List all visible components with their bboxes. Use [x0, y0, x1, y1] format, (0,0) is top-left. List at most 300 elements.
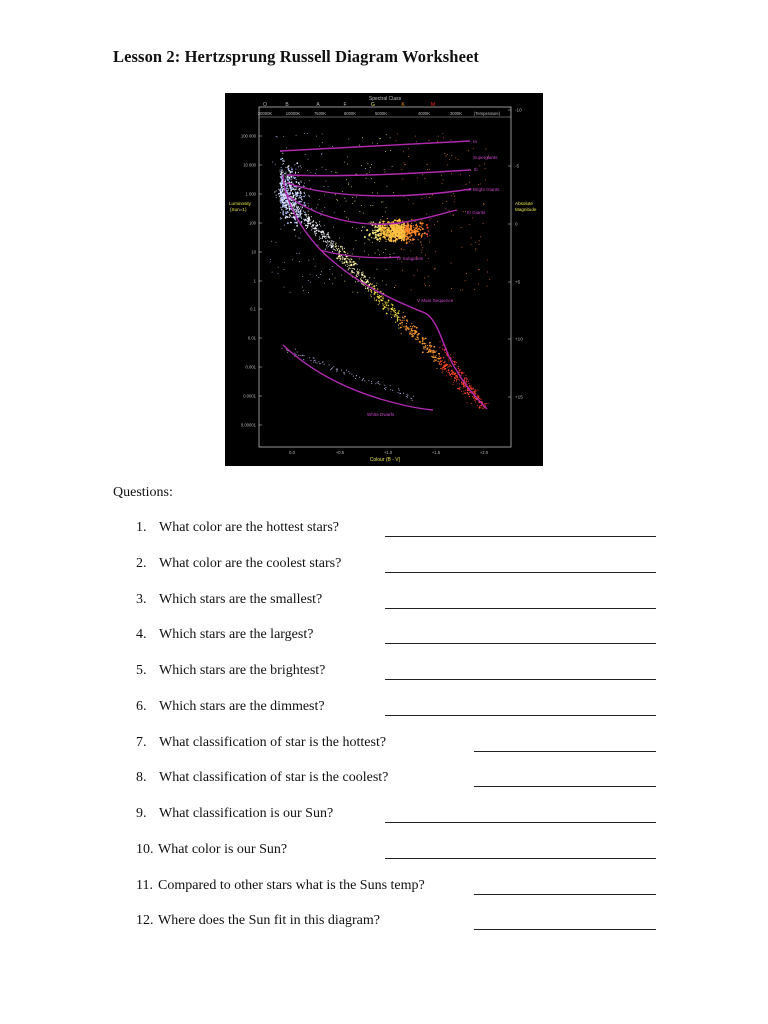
star-dot [471, 389, 472, 390]
star-dot [475, 398, 476, 399]
star-dot [352, 268, 353, 269]
star-dot [310, 274, 311, 275]
star-dot [433, 346, 435, 348]
star-dot [423, 346, 425, 348]
star-dot [291, 168, 293, 170]
star-dot [306, 216, 307, 217]
star-dot [364, 243, 365, 244]
star-dot [397, 229, 398, 230]
star-dot [463, 387, 464, 388]
star-dot [379, 138, 380, 139]
star-dot [391, 304, 392, 305]
star-dot [342, 257, 343, 258]
star-dot [339, 238, 340, 239]
star-dot [332, 146, 333, 147]
star-dot [434, 269, 435, 270]
star-dot [473, 398, 474, 399]
star-dot [285, 215, 286, 216]
star-dot [326, 242, 327, 243]
star-dot [283, 136, 284, 137]
star-dot [355, 263, 357, 265]
star-dot [344, 162, 345, 163]
star-dot [397, 220, 399, 222]
star-dot [456, 381, 457, 382]
star-dot [378, 304, 379, 305]
star-dot [295, 173, 296, 174]
star-dot [294, 217, 296, 219]
star-dot [286, 207, 287, 208]
star-dot [337, 369, 338, 370]
star-dot [460, 174, 461, 175]
star-dot [384, 301, 385, 302]
star-dot [359, 377, 360, 378]
question-number: 2. [136, 556, 147, 571]
star-dot [394, 253, 395, 254]
star-dot [392, 314, 393, 315]
answer-blank-line[interactable] [474, 894, 656, 895]
star-dot [392, 307, 393, 308]
star-dot [374, 278, 375, 279]
star-dot [314, 229, 315, 230]
star-dot [280, 212, 281, 213]
star-dot [318, 277, 319, 278]
star-dot [301, 198, 302, 199]
star-dot [459, 372, 460, 373]
star-dot [444, 362, 445, 363]
star-dot [300, 181, 301, 182]
star-dot [437, 141, 438, 142]
star-dot [427, 227, 428, 228]
star-dot [455, 364, 456, 365]
star-dot [295, 349, 296, 350]
star-dot [285, 204, 286, 205]
star-dot [368, 254, 369, 255]
star-dot [299, 238, 300, 239]
star-dot [313, 220, 314, 221]
star-dot [322, 235, 324, 237]
star-dot [462, 383, 463, 384]
star-dot [368, 282, 369, 283]
star-dot [331, 243, 332, 244]
star-dot [327, 243, 328, 244]
star-dot [484, 163, 485, 164]
star-dot [436, 357, 437, 358]
star-dot [356, 375, 357, 376]
star-dot [381, 296, 382, 297]
star-dot [283, 200, 284, 201]
star-dot [310, 222, 311, 223]
star-dot [471, 244, 472, 245]
star-dot [308, 159, 309, 160]
star-dot [402, 179, 403, 180]
star-dot [391, 236, 392, 237]
star-dot [431, 350, 432, 351]
star-dot [414, 332, 415, 333]
star-dot [300, 212, 301, 213]
star-dot [456, 379, 457, 380]
star-dot [422, 233, 423, 234]
star-dot [485, 180, 486, 181]
answer-blank-line[interactable] [385, 608, 656, 609]
star-dot [412, 243, 413, 244]
star-dot [391, 308, 393, 310]
star-dot [304, 193, 305, 194]
star-dot [461, 372, 462, 373]
question-number: 9. [136, 806, 147, 821]
star-dot [444, 369, 445, 370]
star-dot [326, 234, 327, 235]
star-dot [397, 224, 398, 225]
star-dot [452, 384, 453, 385]
star-dot [394, 219, 396, 221]
star-dot [405, 231, 406, 232]
star-dot [374, 232, 375, 233]
star-dot [298, 237, 299, 238]
star-dot [274, 191, 275, 192]
star-dot [299, 190, 300, 191]
star-dot [423, 343, 425, 345]
star-dot [372, 222, 373, 223]
star-dot [302, 355, 303, 356]
star-dot [292, 206, 293, 207]
star-dot [304, 202, 306, 204]
star-dot [314, 227, 316, 229]
star-dot [377, 382, 378, 383]
star-dot [289, 209, 290, 210]
star-dot [453, 361, 454, 362]
answer-blank-line[interactable] [385, 822, 656, 823]
star-dot [310, 282, 311, 283]
star-dot [312, 221, 313, 222]
star-dot [287, 352, 288, 353]
temperature-label: (Temperature) [473, 111, 501, 116]
star-dot [416, 327, 418, 329]
star-dot [285, 172, 286, 173]
star-dot [317, 363, 318, 364]
star-dot [412, 335, 414, 337]
star-dot [281, 172, 283, 174]
star-dot [378, 250, 379, 251]
star-dot [388, 302, 389, 303]
magnitude-tick-label: -10 [515, 107, 522, 113]
answer-blank-line[interactable] [385, 643, 656, 644]
star-dot [287, 208, 288, 209]
star-dot [404, 223, 405, 224]
star-dot [427, 348, 429, 350]
star-dot [309, 220, 310, 221]
star-dot [387, 218, 388, 219]
star-dot [439, 347, 440, 348]
colour-tick-label: +1.0 [383, 450, 393, 455]
star-dot [454, 378, 455, 379]
star-dot [403, 393, 404, 394]
star-dot [348, 371, 349, 372]
star-dot [343, 251, 345, 253]
star-dot [315, 266, 316, 267]
star-dot [383, 231, 385, 233]
star-dot [371, 284, 372, 285]
star-dot [378, 381, 379, 382]
star-dot [382, 298, 383, 299]
star-dot [352, 197, 353, 198]
star-dot [450, 365, 451, 366]
star-dot [376, 283, 377, 284]
star-dot [410, 326, 411, 327]
star-dot [430, 347, 431, 348]
star-dot [448, 360, 449, 361]
star-dot [296, 354, 297, 355]
star-dot [378, 226, 379, 227]
star-dot [311, 226, 312, 227]
star-dot [462, 393, 463, 394]
star-dot [446, 201, 447, 202]
star-dot [404, 164, 405, 165]
star-dot [303, 359, 304, 360]
star-dot [381, 299, 383, 301]
star-dot [300, 193, 302, 195]
star-dot [347, 266, 348, 267]
star-dot [406, 396, 407, 397]
star-dot [377, 269, 378, 270]
star-dot [441, 175, 442, 176]
star-dot [378, 300, 379, 301]
star-dot [451, 370, 453, 372]
star-dot [385, 211, 386, 212]
star-dot [413, 232, 414, 233]
star-dot [294, 222, 296, 224]
star-dot [408, 156, 409, 157]
star-dot [447, 164, 448, 165]
answer-blank-line[interactable] [474, 751, 656, 752]
star-dot [276, 197, 277, 198]
star-dot [306, 217, 307, 218]
star-dot [382, 216, 383, 217]
star-dot [298, 189, 299, 190]
star-dot [372, 192, 373, 193]
answer-blank-line[interactable] [474, 786, 656, 787]
star-dot [444, 349, 445, 350]
star-dot [294, 229, 296, 231]
star-dot [383, 308, 384, 309]
star-dot [345, 265, 346, 266]
star-dot [270, 259, 271, 260]
star-dot [326, 236, 327, 237]
star-dot [280, 194, 281, 195]
star-dot [373, 285, 375, 287]
star-dot [307, 133, 308, 134]
star-dot [391, 231, 392, 232]
star-dot [390, 239, 392, 241]
star-dot [303, 219, 304, 220]
star-dot [432, 195, 433, 196]
star-dot [447, 367, 448, 368]
star-dot [359, 269, 360, 270]
star-dot [349, 260, 350, 261]
star-dot [387, 233, 388, 234]
star-dot [315, 222, 316, 223]
star-dot [449, 374, 451, 376]
answer-blank-line[interactable] [474, 929, 656, 930]
star-dot [315, 360, 316, 361]
star-dot [444, 366, 445, 367]
star-dot [314, 231, 316, 233]
star-dot [338, 248, 339, 249]
star-dot [396, 235, 397, 236]
star-dot [487, 259, 488, 260]
star-dot [365, 288, 366, 289]
star-dot [401, 322, 403, 324]
star-dot [416, 339, 417, 340]
star-dot [348, 219, 349, 220]
star-dot [403, 249, 404, 250]
star-dot [281, 167, 282, 168]
star-dot [398, 328, 399, 329]
star-dot [413, 330, 414, 331]
answer-blank-line[interactable] [385, 536, 656, 537]
star-dot [446, 371, 447, 372]
star-dot [411, 232, 413, 234]
star-dot [375, 383, 376, 384]
star-dot [380, 234, 382, 236]
star-dot [278, 193, 279, 194]
star-dot [349, 262, 350, 263]
star-dot [385, 239, 386, 240]
star-dot [417, 177, 418, 178]
star-dot [372, 232, 373, 233]
star-dot [443, 179, 444, 180]
star-dot [382, 226, 384, 228]
star-dot [440, 361, 441, 362]
star-dot [406, 226, 407, 227]
star-dot [386, 313, 388, 315]
star-dot [336, 257, 338, 259]
star-dot [301, 213, 302, 214]
star-dot [372, 205, 373, 206]
star-dot [401, 333, 402, 334]
star-dot [471, 388, 472, 389]
star-dot [391, 230, 392, 231]
star-dot [307, 223, 309, 225]
star-dot [442, 183, 443, 184]
star-dot [325, 180, 326, 181]
star-dot [402, 317, 403, 318]
star-dot [442, 372, 443, 373]
star-dot [429, 169, 430, 170]
star-dot [285, 194, 286, 195]
star-dot [401, 169, 402, 170]
star-dot [297, 215, 298, 216]
star-dot [346, 261, 348, 263]
star-dot [392, 304, 394, 306]
star-dot [464, 379, 465, 380]
star-dot [280, 217, 281, 218]
star-dot [276, 195, 277, 196]
star-dot [342, 256, 343, 257]
star-dot [367, 163, 368, 164]
star-dot [394, 308, 395, 309]
star-dot [362, 137, 363, 138]
star-dot [287, 216, 289, 218]
star-dot [371, 383, 372, 384]
star-dot [398, 232, 399, 233]
star-dot [425, 255, 426, 256]
star-dot [285, 179, 286, 180]
star-dot [286, 212, 288, 214]
star-dot [364, 380, 365, 381]
star-dot [413, 239, 414, 240]
star-dot [280, 176, 281, 177]
star-dot [378, 235, 380, 237]
star-dot [388, 238, 389, 239]
star-dot [380, 299, 381, 300]
star-dot [457, 374, 458, 375]
star-dot [292, 193, 294, 195]
star-dot [390, 311, 391, 312]
star-dot [487, 286, 488, 287]
star-dot [386, 269, 387, 270]
answer-blank-line[interactable] [385, 715, 656, 716]
answer-blank-line[interactable] [385, 572, 656, 573]
star-dot [384, 306, 386, 308]
curve-giants [285, 193, 457, 224]
star-dot [345, 258, 346, 259]
star-dot [453, 372, 455, 374]
star-dot [336, 371, 337, 372]
star-dot [392, 166, 393, 167]
star-dot [282, 204, 284, 206]
answer-blank-line[interactable] [385, 679, 656, 680]
star-dot [323, 186, 324, 187]
star-dot [359, 145, 360, 146]
star-dot [406, 328, 407, 329]
star-dot [405, 234, 406, 235]
star-dot [300, 201, 302, 203]
star-dot [285, 180, 286, 181]
star-dot [285, 200, 287, 202]
star-dot [344, 248, 345, 249]
star-dot [296, 253, 297, 254]
star-dot [285, 173, 286, 174]
star-dot [474, 289, 475, 290]
luminosity-tick-label: 1 [253, 278, 256, 284]
star-dot [353, 272, 354, 273]
star-dot [361, 272, 362, 273]
star-dot [291, 181, 293, 183]
star-dot [285, 202, 286, 203]
star-dot [421, 237, 422, 238]
star-dot [471, 237, 472, 238]
star-dot [332, 274, 333, 275]
star-dot [280, 188, 281, 189]
star-dot [376, 230, 377, 231]
star-dot [420, 222, 422, 224]
answer-blank-line[interactable] [385, 858, 656, 859]
star-dot [394, 240, 396, 242]
star-dot [435, 251, 436, 252]
star-dot [296, 203, 297, 204]
star-dot [386, 227, 387, 228]
star-dot [286, 185, 287, 186]
star-dot [396, 218, 397, 219]
star-dot [370, 290, 372, 292]
star-dot [286, 182, 287, 183]
star-dot [364, 251, 365, 252]
star-dot [453, 357, 454, 358]
star-dot [427, 347, 428, 348]
star-dot [446, 375, 447, 376]
star-dot [331, 242, 332, 243]
star-dot [333, 242, 334, 243]
